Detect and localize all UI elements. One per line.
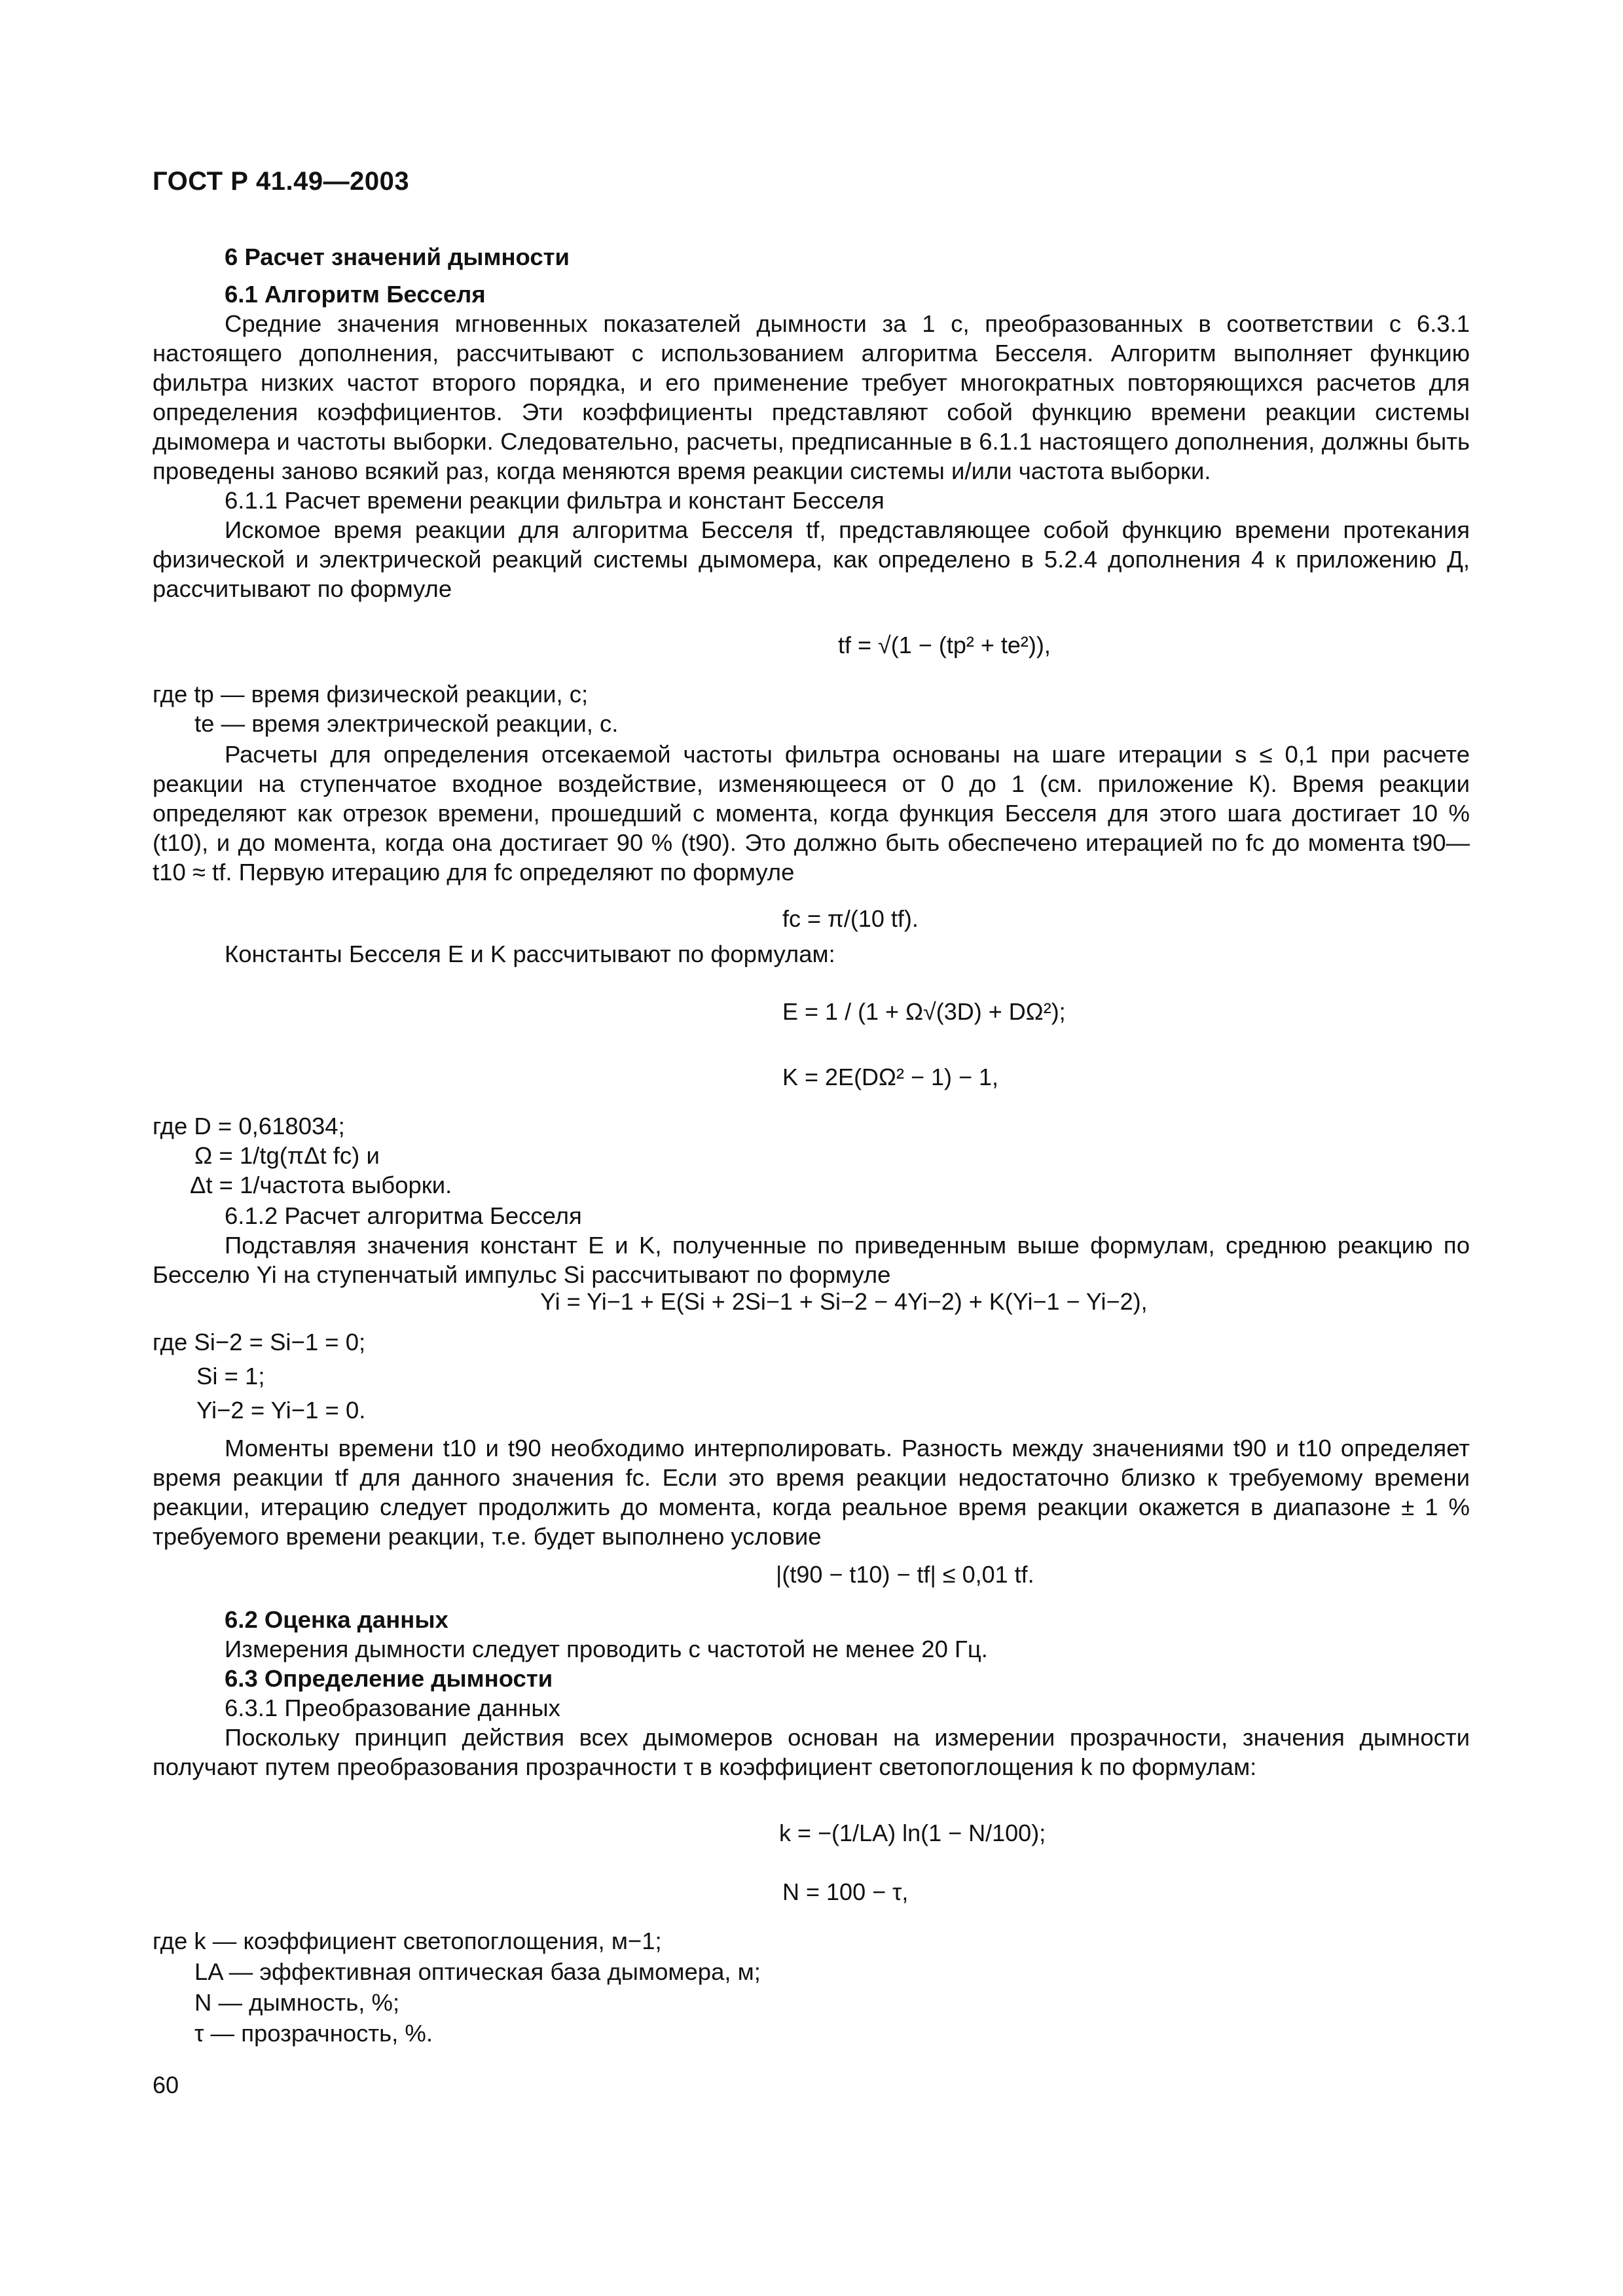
where-line: Ω = 1/tg(πΔt fc) и (194, 1142, 380, 1169)
paragraph: Моменты времени t10 и t90 необходимо интерполировать. Разность между значениями t90 и t10 определяет время реакции tf для данного значения fc. Если это время реакции недостаточно близко к требуемому времени реакции, итерацию следует продолжить до момента, когда реальное время реакции окажется в диапазоне ± 1 % требуемого времени реакции, т.е. будет выполнено условие (153, 1435, 1470, 1550)
subsection-title: 6.1.1 Расчет времени реакции фильтра и констант Бесселя (225, 487, 884, 514)
paragraph: Средние значения мгновенных показателей дымности за 1 с, преобразованных в соответствии с 6.3.1 настоящего дополнения, рассчитывают с использованием алгоритма Бесселя. Алгоритм выполняет функцию фильтра низких частот второго порядка, и его применение требует многократных повторяющихся расчетов для определения коэффициентов. Эти коэффициенты представляют собой функцию времени реакции системы дымомера и частоты выборки. Следовательно, расчеты, предписанные в 6.1.1 настоящего дополнения, должны быть проведены заново всякий раз, когда меняются время реакции системы и/или частота выборки. (153, 310, 1470, 484)
formula-condition: |(t90 − t10) − tf| ≤ 0,01 tf. (776, 1561, 1034, 1588)
where-line: Si = 1; (196, 1363, 265, 1390)
paragraph-block (153, 740, 1470, 887)
paragraph: Искомое время реакции для алгоритма Бесселя tf, представляющее собой функцию времени протекания физической и электрической реакций системы дымомера, как определено в 5.2.4 дополнения 4 к приложению Д, рассчитывают по формуле (153, 516, 1470, 602)
section-6-body (153, 242, 1470, 603)
where-line: LA — эффективная оптическая база дымомера, м; (194, 1958, 761, 1985)
paragraph: Константы Бесселя E и K рассчитывают по формулам: (225, 941, 835, 967)
formula-N: N = 100 − τ, (782, 1878, 909, 1905)
paragraph-block (153, 939, 1470, 969)
paragraph: Подставляя значения констант E и K, полученные по приведенным выше формулам, среднюю реакцию по Бесселю Yi на ступенчатый импульс Si рассчитывают по формуле (153, 1232, 1470, 1288)
document-header: ГОСТ Р 41.49—2003 (153, 167, 410, 196)
where-line: Yi−2 = Yi−1 = 0. (196, 1397, 366, 1424)
subsection-title: 6.1.2 Расчет алгоритма Бесселя (225, 1202, 582, 1229)
subsection-title: 6.1 Алгоритм Бесселя (225, 281, 486, 308)
where-line: где Si−2 = Si−1 = 0; (153, 1329, 366, 1355)
subsection-title: 6.2 Оценка данных (225, 1606, 448, 1633)
where-line: τ — прозрачность, %. (194, 2020, 433, 2047)
where-line: где tp — время физической реакции, с; (153, 681, 589, 708)
paragraph: Измерения дымности следует проводить с частотой не менее 20 Гц. (225, 1636, 988, 1662)
where-line: где k — коэффициент светопоглощения, м−1; (153, 1928, 662, 1954)
where-line: Δt = 1/частота выборки. (190, 1172, 452, 1198)
paragraph-block (153, 1201, 1470, 1289)
page-number: 60 (153, 2072, 179, 2098)
formula-Y: Yi = Yi−1 + E(Si + 2Si−1 + Si−2 − 4Yi−2) + K(Yi−1 − Yi−2), (540, 1288, 1148, 1315)
subsection-title: 6.3 Определение дымности (225, 1665, 553, 1692)
where-line: где D = 0,618034; (153, 1113, 345, 1139)
where-line: te — время электрической реакции, с. (194, 710, 619, 737)
formula-E: E = 1 / (1 + Ω√(3D) + DΩ²); (782, 998, 1066, 1025)
formula-tf: tf = √(1 − (tp² + te²)), (838, 632, 1051, 658)
where-line: N — дымность, %; (194, 1989, 400, 2016)
formula-fc: fc = π/(10 tf). (782, 905, 919, 932)
paragraph: Расчеты для определения отсекаемой частоты фильтра основаны на шаге итерации s ≤ 0,1 при расчете реакции на ступенчатое входное воздействие, изменяющееся от 0 до 1 (см. приложение К). Время реакции определяют как отрезок времени, прошедший с момента, когда функция Бесселя для этого шага достигает 10 % (t10), и до момента, когда она достигает 90 % (t90). Это должно быть обеспечено итерацией по fc до момента t90—t10 ≈ tf. Первую итерацию для fc определяют по формуле (153, 741, 1470, 886)
formula-k: k = −(1/LA) ln(1 − N/100); (779, 1820, 1046, 1846)
paragraph-block (153, 1433, 1470, 1551)
subsection-title: 6.3.1 Преобразование данных (225, 1695, 560, 1721)
paragraph: Поскольку принцип действия всех дымомеров основан на измерении прозрачности, значения дымности получают путем преобразования прозрачности τ в коэффициент светопоглощения k по формулам: (153, 1724, 1470, 1780)
section-6-2-6-3 (153, 1605, 1470, 1782)
formula-K: K = 2E(DΩ² − 1) − 1, (782, 1064, 999, 1090)
section-title: 6 Расчет значений дымности (225, 243, 570, 270)
